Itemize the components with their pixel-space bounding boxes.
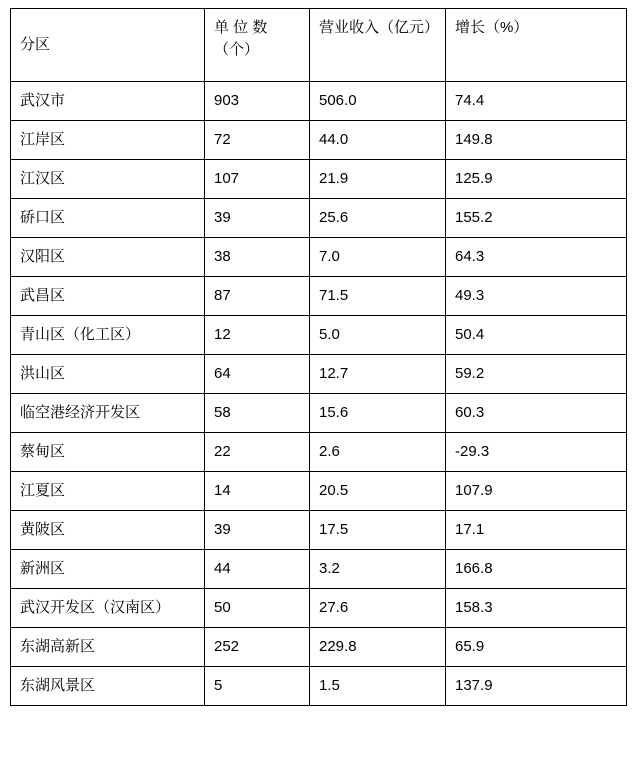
cell-units: 64 (205, 355, 310, 394)
statistics-table (10, 8, 627, 706)
table-row (11, 394, 627, 433)
cell-revenue: 2.6 (310, 433, 446, 472)
cell-district: 新洲区 (11, 550, 205, 589)
cell-growth: 49.3 (446, 277, 627, 316)
cell-growth: 155.2 (446, 199, 627, 238)
cell-growth: 74.4 (446, 82, 627, 121)
cell-revenue: 3.2 (310, 550, 446, 589)
cell-district: 黄陂区 (11, 511, 205, 550)
cell-growth: 137.9 (446, 667, 627, 706)
table-row (11, 589, 627, 628)
document-page (0, 8, 635, 770)
table-row (11, 667, 627, 706)
column-header-revenue: 营业收入（亿元） (310, 9, 446, 82)
cell-growth: 17.1 (446, 511, 627, 550)
cell-units: 38 (205, 238, 310, 277)
cell-growth: 149.8 (446, 121, 627, 160)
cell-units: 12 (205, 316, 310, 355)
table-row (11, 199, 627, 238)
cell-district: 蔡甸区 (11, 433, 205, 472)
table-row (11, 82, 627, 121)
cell-growth: 125.9 (446, 160, 627, 199)
cell-growth: 64.3 (446, 238, 627, 277)
cell-district: 东湖高新区 (11, 628, 205, 667)
cell-growth: 59.2 (446, 355, 627, 394)
cell-district: 东湖风景区 (11, 667, 205, 706)
cell-units: 87 (205, 277, 310, 316)
cell-growth: 50.4 (446, 316, 627, 355)
table-header (11, 9, 627, 82)
table-row (11, 238, 627, 277)
cell-district: 江夏区 (11, 472, 205, 511)
table-row (11, 277, 627, 316)
cell-growth: 158.3 (446, 589, 627, 628)
cell-units: 14 (205, 472, 310, 511)
column-header-units: 单 位 数（个） (205, 9, 310, 82)
cell-revenue: 5.0 (310, 316, 446, 355)
cell-growth: 166.8 (446, 550, 627, 589)
cell-units: 50 (205, 589, 310, 628)
cell-district: 硚口区 (11, 199, 205, 238)
cell-growth: 60.3 (446, 394, 627, 433)
table-row (11, 316, 627, 355)
table-row (11, 511, 627, 550)
cell-district: 武汉市 (11, 82, 205, 121)
cell-district: 江岸区 (11, 121, 205, 160)
cell-district: 青山区（化工区） (11, 316, 205, 355)
cell-revenue: 12.7 (310, 355, 446, 394)
table-row (11, 121, 627, 160)
cell-units: 107 (205, 160, 310, 199)
cell-growth: 107.9 (446, 472, 627, 511)
column-header-growth: 增长（%） (446, 9, 627, 82)
cell-growth: 65.9 (446, 628, 627, 667)
cell-district: 江汉区 (11, 160, 205, 199)
cell-revenue: 7.0 (310, 238, 446, 277)
table-row (11, 472, 627, 511)
cell-units: 903 (205, 82, 310, 121)
cell-units: 39 (205, 199, 310, 238)
cell-revenue: 15.6 (310, 394, 446, 433)
cell-district: 临空港经济开发区 (11, 394, 205, 433)
cell-revenue: 17.5 (310, 511, 446, 550)
cell-district: 汉阳区 (11, 238, 205, 277)
cell-units: 22 (205, 433, 310, 472)
cell-revenue: 229.8 (310, 628, 446, 667)
cell-units: 44 (205, 550, 310, 589)
cell-district: 武昌区 (11, 277, 205, 316)
cell-units: 252 (205, 628, 310, 667)
cell-revenue: 27.6 (310, 589, 446, 628)
column-header-district: 分区 (11, 9, 205, 82)
cell-district: 武汉开发区（汉南区） (11, 589, 205, 628)
cell-revenue: 506.0 (310, 82, 446, 121)
table-body (11, 82, 627, 706)
table-row (11, 160, 627, 199)
table-row (11, 433, 627, 472)
table-row (11, 628, 627, 667)
cell-units: 58 (205, 394, 310, 433)
table-row (11, 550, 627, 589)
table-row (11, 355, 627, 394)
cell-revenue: 71.5 (310, 277, 446, 316)
cell-growth: -29.3 (446, 433, 627, 472)
cell-revenue: 44.0 (310, 121, 446, 160)
cell-revenue: 20.5 (310, 472, 446, 511)
cell-units: 39 (205, 511, 310, 550)
cell-district: 洪山区 (11, 355, 205, 394)
cell-units: 72 (205, 121, 310, 160)
cell-revenue: 1.5 (310, 667, 446, 706)
cell-revenue: 21.9 (310, 160, 446, 199)
cell-revenue: 25.6 (310, 199, 446, 238)
table-header-row (11, 9, 627, 82)
cell-units: 5 (205, 667, 310, 706)
